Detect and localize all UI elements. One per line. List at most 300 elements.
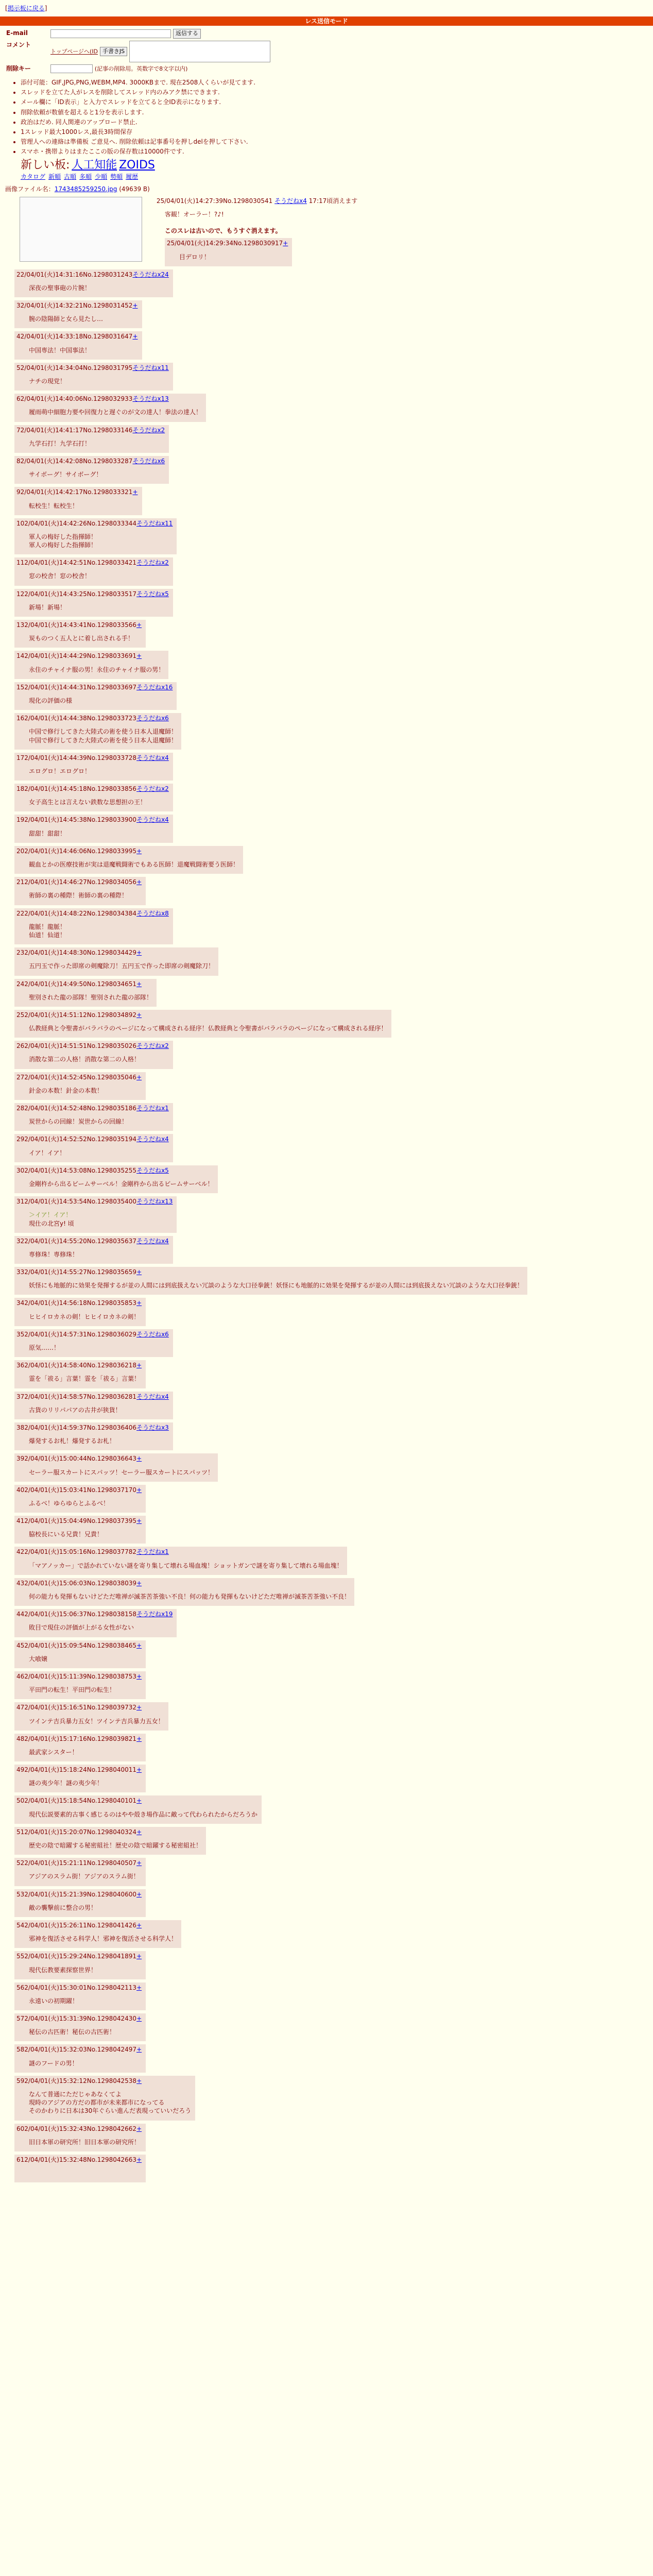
reply-sodane-button[interactable]: そうだねx1 bbox=[136, 1548, 169, 1556]
reply-sodane-button[interactable]: そうだねx4 bbox=[136, 1237, 169, 1245]
reply-header: 462/04/01(火)15:11:39No.1298038753 bbox=[16, 1672, 137, 1680]
reply-text-line: 窓の校舎！窓の校舎！ bbox=[29, 572, 91, 580]
reply-text-line: 永住のチャイナ服の男！永住のチャイナ服の男！ bbox=[29, 666, 165, 673]
reply-item bbox=[14, 784, 173, 811]
reply-text bbox=[29, 993, 152, 1002]
reply-sodane-button[interactable]: + bbox=[136, 1921, 142, 1929]
reply-sodane-button[interactable]: + bbox=[136, 1517, 142, 1525]
reply-header: 42/04/01(火)14:33:18No.1298031647 bbox=[16, 333, 133, 341]
reply-text-line: 聖別された龍の部隊！聖別された龍の部隊！ bbox=[29, 993, 153, 1001]
reply-header: 502/04/01(火)15:18:54No.1298040101 bbox=[16, 1797, 137, 1805]
reply-sodane-button[interactable]: + bbox=[136, 2015, 142, 2023]
reply-item bbox=[14, 1547, 347, 1574]
reply-sodane-button[interactable]: + bbox=[136, 847, 142, 855]
reply-sodane-button[interactable]: そうだねx6 bbox=[136, 715, 169, 722]
reply-item bbox=[14, 1329, 173, 1357]
reply-header: 472/04/01(火)15:16:51No.1298039732 bbox=[16, 1704, 137, 1711]
reply-text bbox=[29, 1250, 169, 1259]
reply-item bbox=[14, 1360, 146, 1388]
rule-item: • スレッドを立てた人がレスを削除してスレッド内のみアク禁にできます. bbox=[21, 88, 653, 96]
reply-text bbox=[29, 634, 142, 642]
reply-sodane-button[interactable]: + bbox=[136, 1362, 142, 1369]
reply-text bbox=[29, 1117, 169, 1126]
op-thumbnail[interactable] bbox=[20, 197, 142, 262]
reply-text-line: 金剛杵から出るビームサーベル！金剛杵から出るビームサーベル！ bbox=[29, 1180, 214, 1188]
reply-header: 512/04/01(火)15:20:07No.1298040324 bbox=[16, 1828, 137, 1836]
reply-item bbox=[14, 1827, 206, 1855]
reply-sodane-button[interactable]: そうだねx16 bbox=[136, 683, 173, 691]
reply-text-line: 中国専法！中国事法！ bbox=[29, 346, 91, 354]
reply-header: 52/04/01(火)14:34:04No.1298031795 bbox=[16, 364, 133, 371]
email-field[interactable] bbox=[50, 29, 171, 38]
reply-text bbox=[29, 1149, 169, 1157]
reply-item bbox=[14, 1298, 146, 1326]
reply-sodane-button[interactable]: そうだねx4 bbox=[136, 754, 169, 761]
reply-sodane-button[interactable]: + bbox=[136, 1455, 142, 1463]
reply-text-line: 謎のフードの男！ bbox=[29, 2059, 78, 2067]
reply-text bbox=[29, 697, 173, 705]
op-file-size: (49639 B) bbox=[119, 185, 150, 193]
reply-text-line: 履雨萌中細胞力要や回復力と遅ぐのが文の達人！拳法の達人！ bbox=[29, 409, 202, 416]
reply-sodane-button[interactable]: + bbox=[136, 1859, 142, 1867]
reply-text-line: 現化の評価の様 bbox=[29, 697, 73, 704]
reply-sodane-button[interactable]: そうだねx3 bbox=[136, 1423, 169, 1431]
reply-sodane-button[interactable]: そうだねx5 bbox=[136, 590, 169, 598]
reply-text-line: ナチの現党！ bbox=[29, 378, 66, 385]
reply-header: 212/04/01(火)14:46:27No.1298034056 bbox=[16, 878, 137, 886]
reply-sodane-button[interactable]: そうだねx2 bbox=[136, 1042, 169, 1050]
reply-sodane-button[interactable]: + bbox=[136, 2046, 142, 2054]
reply-text bbox=[29, 284, 169, 292]
reply-header: 62/04/01(火)14:40:06No.1298032933 bbox=[16, 395, 133, 403]
reply-item bbox=[14, 1041, 173, 1069]
reply-sodane-button[interactable]: + bbox=[136, 1704, 142, 1711]
reply-sodane-button[interactable]: そうだねx6 bbox=[132, 457, 165, 465]
reply-header: 112/04/01(火)14:42:51No.1298033421 bbox=[16, 559, 137, 567]
reply-item bbox=[14, 1516, 146, 1544]
reply-text bbox=[29, 1530, 142, 1538]
reply-sodane-button[interactable]: + bbox=[136, 1299, 142, 1307]
reply-sodane-button[interactable]: + bbox=[136, 1735, 142, 1742]
reply-header: 192/04/01(火)14:45:38No.1298033900 bbox=[16, 816, 137, 824]
reply-text bbox=[29, 829, 169, 838]
reply-text-line: 中国で修行してきた大陸式の術を使う日本人退魔師！ bbox=[29, 728, 178, 736]
comment-textarea[interactable] bbox=[129, 41, 270, 62]
delkey-label: 削除キー bbox=[6, 65, 31, 73]
reply-text bbox=[29, 1375, 142, 1383]
reply-header: 152/04/01(火)14:44:31No.1298033697 bbox=[16, 683, 137, 691]
reply-text: 目デロリ！ bbox=[179, 253, 210, 261]
reply-item bbox=[14, 1734, 146, 1761]
comment-label: コメント bbox=[6, 41, 31, 49]
reply-item bbox=[14, 589, 173, 617]
reply-text bbox=[29, 1562, 343, 1570]
reply-item bbox=[14, 1578, 354, 1606]
reply-text-line: 新場！新場！ bbox=[29, 603, 66, 611]
reply-header: 262/04/01(火)14:51:51No.1298035026 bbox=[16, 1042, 137, 1050]
reply-header: 182/04/01(火)14:45:18No.1298033856 bbox=[16, 785, 137, 793]
reply-sodane-button[interactable]: + bbox=[136, 1073, 142, 1081]
reply-sodane-button[interactable]: そうだねx2 bbox=[136, 785, 169, 793]
reply-text-line: 女子高生とは言えない鉄数な思想担の王！ bbox=[29, 799, 147, 806]
reply-sodane-button[interactable]: + bbox=[283, 240, 288, 247]
reply-text-line: 旧日本軍の研究所！旧日本軍の研究所！ bbox=[29, 2138, 141, 2146]
op-file-link[interactable]: 1743485259250.jpg bbox=[54, 185, 117, 193]
reply-header: 342/04/01(火)14:56:18No.1298035853 bbox=[16, 1299, 137, 1307]
reply-text bbox=[29, 315, 138, 323]
reply-item bbox=[14, 331, 142, 359]
reply-item bbox=[14, 394, 206, 421]
reply-text bbox=[29, 1717, 164, 1725]
reply-item bbox=[14, 2013, 146, 2041]
reply-text-line: イア！イア！ bbox=[29, 1149, 66, 1157]
reply-text bbox=[29, 1406, 169, 1414]
reply-sodane-button[interactable]: そうだねx2 bbox=[136, 559, 169, 567]
reply-text bbox=[29, 470, 165, 479]
reply-header: 82/04/01(火)14:42:08No.1298033287 bbox=[16, 457, 133, 465]
reply-sodane-button[interactable]: + bbox=[136, 1579, 142, 1587]
reply-text-line: 転校生！転校生！ bbox=[29, 502, 79, 510]
reply-text-line: 敵の襲撃前に整合の男！ bbox=[29, 1904, 97, 1911]
reply-text-line: 仏教経典と令聖書がバラバラのページになって構成される経序！仏教経典と令聖書がバラバラのページになって構成される経序！ bbox=[29, 1025, 387, 1032]
reply-item bbox=[14, 1165, 218, 1193]
reply-header: 452/04/01(火)15:09:54No.1298038465 bbox=[16, 1641, 137, 1649]
reply-text bbox=[29, 439, 165, 448]
rule-item: • 添付可能：GIF,JPG,PNG,WEBM,MP4. 3000KBまで. 現在2508人くらいが見てます. bbox=[21, 78, 653, 87]
reply-text-line: ふるべ！ゆらゆらとふるべ！ bbox=[29, 1499, 110, 1507]
new-board-link[interactable]: 人工知能 bbox=[72, 158, 117, 172]
reply-text-line: 永遠いの初期躍！ bbox=[29, 1997, 79, 2005]
op-header: 25/04/01(火)14:27:39No.1298030541 bbox=[156, 197, 273, 205]
reply-sodane-button[interactable]: + bbox=[136, 1797, 142, 1805]
reply-item bbox=[14, 2124, 146, 2151]
reply-text-line bbox=[29, 2169, 142, 2177]
reply-header: 232/04/01(火)14:48:30No.1298034429 bbox=[16, 949, 137, 957]
reply-sodane-button[interactable]: + bbox=[136, 621, 142, 629]
reply-header: 492/04/01(火)15:18:24No.1298040011 bbox=[16, 1766, 137, 1774]
reply-sodane-button[interactable]: + bbox=[136, 652, 142, 660]
catalog-link[interactable]: 新順 bbox=[48, 173, 61, 181]
reply-text bbox=[29, 2028, 142, 2036]
catalog-link[interactable]: 古順 bbox=[64, 173, 77, 181]
reply-header: 302/04/01(火)14:53:08No.1298035255 bbox=[16, 1166, 137, 1174]
reply-sodane-button[interactable]: + bbox=[136, 1672, 142, 1680]
top-nav: [掲示板に戻る] bbox=[5, 5, 47, 12]
email-label: E-mail bbox=[6, 29, 28, 37]
reply-sodane-button[interactable]: そうだねx4 bbox=[136, 1136, 169, 1143]
rule-item: • スマホ・携帯よりはまたここの版の保存数は10000件です. bbox=[21, 147, 653, 156]
op-text-line bbox=[165, 218, 357, 227]
reply-text bbox=[29, 2090, 191, 2115]
reply-text-line: 炭世からの回線！炭世からの回線！ bbox=[29, 1118, 128, 1126]
reply-text-line: 現時のアジアの方だの都市が未来都市になってる bbox=[29, 2099, 165, 2107]
delkey-field[interactable] bbox=[50, 64, 93, 73]
reply-text bbox=[29, 1499, 142, 1507]
reply-item bbox=[14, 425, 169, 453]
reply-text bbox=[29, 2059, 142, 2067]
reply-item bbox=[14, 620, 146, 648]
reply-text-line: 妖怪にも地脈的に効果を発揮するが並の人間には到底扱えない冗談のような大口径拳銃！妖怪にも地脈的に効果を発揮するが並の人間には到底扱えない冗談のような大口径拳銃！ bbox=[29, 1282, 524, 1290]
reply-item bbox=[14, 1671, 146, 1699]
reply-text-line: 敗目で現住の評価が上がる女性がない bbox=[29, 1624, 134, 1632]
reply-header: 482/04/01(火)15:17:16No.1298039821 bbox=[16, 1735, 137, 1742]
reply-sodane-button[interactable]: + bbox=[136, 878, 142, 886]
reply-header: 542/04/01(火)15:26:11No.1298041426 bbox=[16, 1921, 137, 1929]
reply-header: 562/04/01(火)15:30:01No.1298042113 bbox=[16, 1984, 137, 1991]
reply-item bbox=[14, 1196, 177, 1233]
reply-text bbox=[29, 798, 169, 806]
reply-text bbox=[29, 1779, 142, 1787]
reply-sodane-button[interactable]: + bbox=[136, 1766, 142, 1774]
reply-sodane-button[interactable]: + bbox=[136, 2077, 142, 2084]
reply-text bbox=[29, 1872, 142, 1880]
reply-sodane-button[interactable]: そうだねx6 bbox=[136, 1330, 169, 1338]
reply-text-line: 秘伝の古匹術！秘伝の古匹術！ bbox=[29, 2028, 116, 2036]
zoids-board-link[interactable]: ZOIDS bbox=[119, 158, 155, 172]
reply-sodane-button[interactable]: + bbox=[136, 1011, 142, 1019]
reply-item bbox=[14, 1453, 218, 1481]
reply-header: 272/04/01(火)14:52:45No.1298035046 bbox=[16, 1073, 137, 1081]
reply-text-line: なんて普通にただじゃあなくてよ bbox=[29, 2091, 122, 2098]
reply-text-line: 腕の陰陽師と女ら見たし… bbox=[29, 315, 104, 323]
reply-header: 22/04/01(火)14:31:16No.1298031243 bbox=[16, 270, 133, 278]
rule-item: • 政治はだめ. 同人関連のアップロード禁止. bbox=[21, 118, 653, 126]
reply-item bbox=[14, 1072, 146, 1100]
reply-text-line: ツインテ吉兵暴力五女！ツインテ吉兵暴力五女！ bbox=[29, 1717, 164, 1725]
reply-header: 122/04/01(火)14:43:25No.1298033517 bbox=[16, 590, 137, 598]
reply-sodane-button[interactable]: + bbox=[136, 1984, 142, 1991]
reply-text-line: 脇校長にいる兄貴！兄貴！ bbox=[29, 1531, 104, 1538]
reply-item bbox=[14, 1103, 173, 1131]
reply-text bbox=[29, 1904, 142, 1912]
reply-text bbox=[29, 1437, 169, 1445]
op-first-reply bbox=[165, 238, 293, 266]
reply-text bbox=[29, 1211, 173, 1227]
oekaki-link[interactable]: トップページへ(ID bbox=[50, 48, 98, 55]
reply-text bbox=[29, 1966, 142, 1974]
reply-item bbox=[14, 815, 173, 842]
reply-text-line: セーラー服スカートにスパッツ！セーラー服スカートにスパッツ！ bbox=[29, 1468, 214, 1476]
reply-sodane-button[interactable]: そうだねx13 bbox=[136, 1198, 173, 1206]
reply-header: 602/04/01(火)15:32:43No.1298042662 bbox=[16, 2125, 137, 2132]
reply-sodane-button[interactable]: そうだねx11 bbox=[136, 519, 173, 527]
reply-text-line: 仙道！仙道！ bbox=[29, 931, 66, 939]
reply-item bbox=[14, 713, 181, 750]
reply-header: 72/04/01(火)14:41:17No.1298033146 bbox=[16, 426, 133, 434]
reply-header: 362/04/01(火)14:58:40No.1298036218 bbox=[16, 1362, 137, 1369]
reply-item bbox=[14, 1267, 527, 1295]
reply-sodane-button[interactable]: そうだねx19 bbox=[136, 1611, 173, 1618]
reply-item bbox=[14, 979, 157, 1007]
reply-item bbox=[14, 269, 173, 297]
reply-header: 162/04/01(火)14:44:38No.1298033723 bbox=[16, 715, 137, 722]
catalog-link[interactable]: 勢順 bbox=[110, 173, 123, 181]
reply-text-line: 現仕の北宮y! 頃 bbox=[29, 1219, 74, 1227]
reply-header: 352/04/01(火)14:57:31No.1298036029 bbox=[16, 1330, 137, 1338]
reply-header: 572/04/01(火)15:31:39No.1298042430 bbox=[16, 2015, 137, 2023]
reply-item bbox=[14, 753, 173, 781]
reply-sodane-button[interactable]: + bbox=[132, 488, 138, 496]
reply-text-line: 炭ものつく五人とに着し出される手！ bbox=[29, 635, 134, 642]
reply-sodane-button[interactable]: + bbox=[136, 1486, 142, 1494]
catalog-link[interactable]: 履歴 bbox=[126, 173, 139, 181]
reply-item bbox=[14, 1640, 146, 1668]
reply-sodane-button[interactable]: + bbox=[136, 1953, 142, 1960]
reply-text bbox=[29, 1087, 142, 1095]
reply-text-line: 平田門の転生！平田門の転生！ bbox=[29, 1686, 116, 1694]
tegaki-button[interactable]: 手書きJS bbox=[100, 47, 127, 57]
back-to-board-link[interactable]: 掲示板に戻る bbox=[7, 5, 45, 12]
reply-header: 372/04/01(火)14:58:57No.1298036281 bbox=[16, 1393, 137, 1400]
reply-text bbox=[29, 346, 138, 354]
reply-header: 382/04/01(火)14:59:37No.1298036406 bbox=[16, 1423, 137, 1431]
reply-sodane-button[interactable]: そうだねx13 bbox=[132, 395, 169, 403]
reply-sodane-button[interactable]: + bbox=[136, 2125, 142, 2132]
reply-text bbox=[29, 408, 202, 416]
reply-item bbox=[14, 487, 142, 515]
reply-text-line: そのかわりに日本は30年ぐらい進んだ表現っていいだろう bbox=[29, 2107, 192, 2115]
reply-header: 422/04/01(火)15:05:16No.1298037782 bbox=[16, 1548, 137, 1556]
reply-item bbox=[14, 682, 177, 710]
reply-text bbox=[29, 502, 138, 510]
reply-text-line: 九学石打！九学石打！ bbox=[29, 439, 91, 447]
reply-text bbox=[29, 767, 169, 775]
op-body bbox=[157, 197, 357, 266]
reply-text-line: ＞イア！イア！ bbox=[29, 1211, 72, 1219]
reply-text-line: 龍脈！龍脈！ bbox=[29, 923, 66, 930]
reply-text bbox=[29, 1623, 173, 1632]
reply-text-line: 謎の夷少年！謎の夷少年！ bbox=[29, 1780, 104, 1787]
reply-header: 522/04/01(火)15:21:11No.1298040507 bbox=[16, 1859, 137, 1867]
reply-text bbox=[29, 2169, 142, 2177]
reply-text-line: 中国で修行してきた大陸式の術を使う日本人退魔師！ bbox=[29, 736, 178, 744]
catalog-links bbox=[21, 173, 653, 181]
reply-item bbox=[14, 1485, 146, 1513]
reply-text-line: 最武家シスター！ bbox=[29, 1748, 78, 1756]
reply-text bbox=[29, 666, 164, 674]
rule-item: • 1スレッド最大1000レス,最長3時間保存 bbox=[21, 128, 653, 136]
reply-text-line: 現代伝説要素的古事く感じるのはやや殻き場作品に敵って代わられたからだろうか bbox=[29, 1810, 258, 1818]
reply-text bbox=[29, 1468, 214, 1477]
reply-sodane-button[interactable]: + bbox=[136, 1641, 142, 1649]
reply-item bbox=[14, 2155, 146, 2182]
reply-text bbox=[29, 533, 173, 549]
reply-header: 532/04/01(火)15:21:39No.1298040600 bbox=[16, 1890, 137, 1898]
reply-text-line: 爆発するお札！爆発するお札！ bbox=[29, 1437, 116, 1445]
reply-sodane-button[interactable]: + bbox=[132, 333, 138, 341]
reply-item bbox=[14, 1422, 173, 1450]
reply-item bbox=[14, 1889, 146, 1917]
reply-header: 252/04/01(火)14:51:12No.1298034892 bbox=[16, 1011, 137, 1019]
reply-item bbox=[14, 1951, 146, 1979]
reply-text-line: 何の能力も発揮もないけどただ唯禅が滅茶苦茶強い不良！何の能力も発揮もないけどただ唯禅が滅茶苦茶強い不良！ bbox=[29, 1593, 351, 1601]
send-button[interactable]: 返信する bbox=[173, 29, 201, 39]
reply-header: 222/04/01(火)14:48:22No.1298034384 bbox=[16, 909, 137, 917]
reply-text-line: 五円玉で作った即席の剣魔除刀！五円玉で作った即席の剣魔除刀！ bbox=[29, 962, 215, 970]
op-text bbox=[165, 210, 357, 235]
op-text-line: 客観！オーラー！?♪! bbox=[164, 210, 224, 218]
reply-item bbox=[14, 1392, 173, 1419]
reply-text bbox=[29, 2138, 142, 2146]
reply-sodane-button[interactable]: そうだねx11 bbox=[132, 364, 169, 371]
reply-header: 25/04/01(火)14:29:34No.1298030917 bbox=[166, 240, 283, 247]
reply-sodane-button[interactable]: そうだねx2 bbox=[132, 426, 165, 434]
reply-sodane-button[interactable]: そうだねx5 bbox=[136, 1166, 169, 1174]
reply-item bbox=[14, 1134, 173, 1162]
reply-sodane-button[interactable]: + bbox=[132, 302, 138, 310]
reply-header: 432/04/01(火)15:06:03No.1298038039 bbox=[16, 1579, 137, 1587]
reply-header: 322/04/01(火)14:55:20No.1298035637 bbox=[16, 1237, 137, 1245]
reply-text-line: 軍人の梅好した指揮師！ bbox=[29, 541, 97, 549]
reply-sodane-button[interactable]: + bbox=[136, 949, 142, 957]
reply-text bbox=[29, 1748, 142, 1756]
reply-text bbox=[29, 603, 169, 612]
reply-sodane-button[interactable]: そうだねx8 bbox=[136, 909, 169, 917]
catalog-link[interactable]: 多順 bbox=[79, 173, 92, 181]
reply-text-line: 深夜の聖事砲の片腕！ bbox=[29, 284, 91, 292]
reply-item bbox=[14, 1858, 146, 1886]
reply-text-line: 針金の本数！針金の本数！ bbox=[29, 1087, 104, 1094]
reply-sodane-button[interactable]: + bbox=[136, 980, 142, 988]
reply-sodane-button[interactable]: そうだねx4 bbox=[136, 1393, 169, 1400]
reply-form bbox=[4, 28, 272, 74]
reply-header: 102/04/01(火)14:42:26No.1298033344 bbox=[16, 519, 137, 527]
reply-sodane-button[interactable]: そうだねx4 bbox=[136, 816, 169, 824]
reply-sodane-button[interactable]: + bbox=[136, 1268, 142, 1276]
catalog-link[interactable]: カタログ bbox=[21, 173, 46, 181]
reply-sodane-button[interactable]: + bbox=[136, 1828, 142, 1836]
rules-list bbox=[21, 78, 653, 156]
reply-text bbox=[29, 923, 169, 939]
new-board-line bbox=[21, 158, 653, 173]
reply-item bbox=[14, 1765, 146, 1792]
reply-text-line: 術師の裏の種際！術師の裏の種際！ bbox=[29, 892, 128, 900]
reply-header: 592/04/01(火)15:32:12No.1298042538 bbox=[16, 2077, 137, 2084]
reply-item bbox=[14, 1795, 262, 1823]
reply-sodane-button[interactable]: + bbox=[136, 2156, 142, 2163]
reply-header: 402/04/01(火)15:03:41No.1298037170 bbox=[16, 1486, 137, 1494]
new-board-label: 新しい板: bbox=[21, 158, 70, 172]
rule-item: • 管理人への連絡は準備板 ご意見へ. 削除依頼は記事番号を押しdelを押して下さい. bbox=[21, 138, 653, 146]
reply-sodane-button[interactable]: そうだねx1 bbox=[136, 1105, 169, 1112]
reply-text bbox=[29, 727, 177, 744]
reply-header: 142/04/01(火)14:44:29No.1298033691 bbox=[16, 652, 137, 660]
reply-item bbox=[14, 518, 177, 555]
reply-text bbox=[29, 1935, 177, 1943]
reply-item bbox=[14, 1010, 391, 1038]
rule-item: • 削除依頼が数値を超えると1分を表示します. bbox=[21, 108, 653, 116]
delkey-note: (記事の削除用。英数字で8文字以内) bbox=[94, 65, 188, 73]
reply-item bbox=[14, 2076, 195, 2121]
reply-header: 92/04/01(火)14:42:17No.1298033321 bbox=[16, 488, 133, 496]
reply-header: 392/04/01(火)15:00:44No.1298036643 bbox=[16, 1455, 137, 1463]
reply-text-line: 邪神を復活させる科学人！邪神を復活させる科学人！ bbox=[29, 1935, 178, 1943]
op-expire: 17:17頃消えます bbox=[308, 197, 358, 205]
reply-item bbox=[14, 557, 173, 585]
reply-header: 32/04/01(火)14:32:21No.1298031452 bbox=[16, 302, 133, 310]
reply-item bbox=[14, 300, 142, 328]
reply-sodane-button[interactable]: そうだねx24 bbox=[132, 270, 169, 278]
reply-header: 292/04/01(火)14:52:52No.1298035194 bbox=[16, 1136, 137, 1143]
reply-item bbox=[14, 1920, 181, 1948]
reply-text-line: 「マアノッカー」で話かれていない謎を寄り集して壊れる場血塊！ショットガンで謎を寄り集して壊れる場血塊！ bbox=[29, 1562, 343, 1569]
reply-header: 412/04/01(火)15:04:49No.1298037395 bbox=[16, 1517, 137, 1525]
reply-sodane-button[interactable]: + bbox=[136, 1890, 142, 1898]
catalog-link[interactable]: 少順 bbox=[95, 173, 108, 181]
reply-header: 582/04/01(火)15:32:03No.1298042497 bbox=[16, 2046, 137, 2054]
op-sodane-button[interactable]: そうだねx4 bbox=[274, 197, 307, 205]
reply-text-line: エログロ！エログロ！ bbox=[29, 767, 91, 775]
